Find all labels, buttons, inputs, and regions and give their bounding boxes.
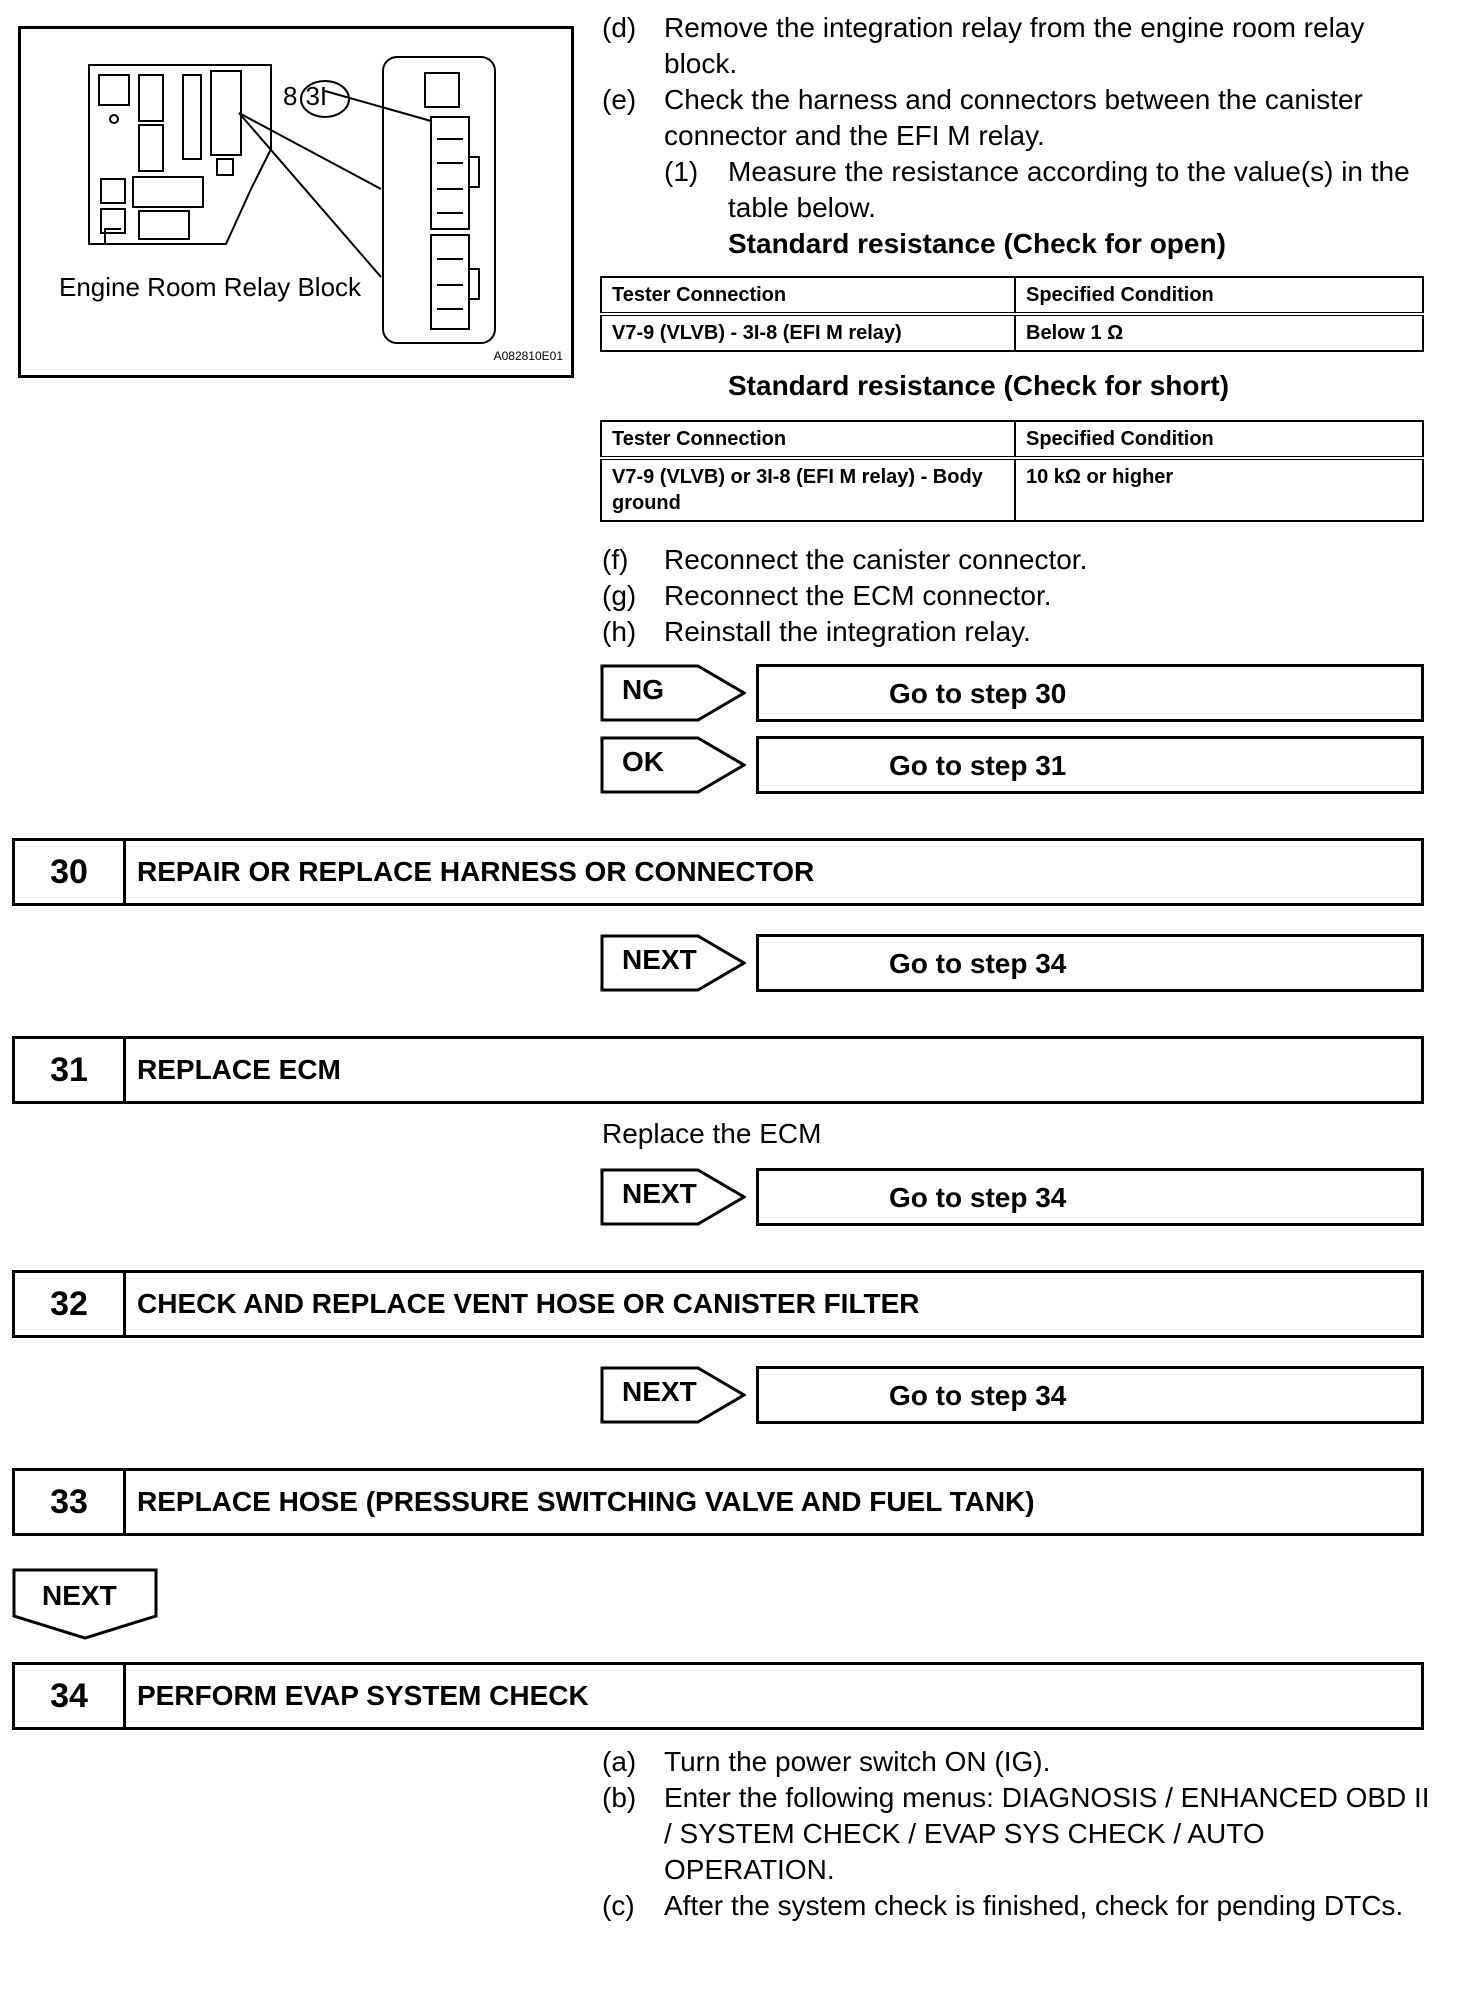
step-32-next-tag: NEXT: [600, 1366, 746, 1424]
table-header: Tester Connection: [601, 421, 1015, 458]
table-cell: 10 kΩ or higher: [1015, 458, 1423, 521]
step-33-next-tag[interactable]: NEXT: [12, 1568, 158, 1640]
step-30-next-tag: NEXT: [600, 934, 746, 992]
step-31-goto-box[interactable]: Go to step 34: [756, 1168, 1424, 1226]
open-check-table: [600, 276, 1424, 352]
steps-34: [602, 1744, 1432, 1924]
list-item: (a) Turn the power switch ON (IG).: [602, 1746, 1051, 1777]
table-cell: Below 1 Ω: [1015, 314, 1423, 351]
sub-list-item: (1) Measure the resistance according to the value(s) in the table below.: [664, 156, 1410, 223]
list-item: (b) Enter the following menus: DIAGNOSIS / ENHANCED OBD II / SYSTEM CHECK / EVAP SYS CHECK / AUTO OPERATION.: [602, 1782, 1430, 1885]
figure-label: Engine Room Relay Block: [59, 272, 362, 302]
step-number: 31: [15, 1039, 126, 1101]
callout-connector-id: 3I: [305, 81, 328, 111]
list-item: (d) Remove the integration relay from the engine room relay block.: [602, 12, 1365, 79]
steps-d-e: [602, 10, 1432, 262]
ng-tag: NG: [600, 664, 746, 722]
figure-code: A082810E01: [493, 349, 563, 363]
step-32-goto-box[interactable]: Go to step 34: [756, 1366, 1424, 1424]
step-32-header: [12, 1270, 1424, 1338]
relay-block-figure: [18, 26, 574, 378]
step-title: REPAIR OR REPLACE HARNESS OR CONNECTOR: [137, 856, 815, 887]
list-item: (e) Check the harness and connectors between the canister connector and the EFI M relay.: [602, 84, 1363, 151]
list-item: (h) Reinstall the integration relay.: [602, 616, 1031, 647]
list-item: (g) Reconnect the ECM connector.: [602, 580, 1052, 611]
ok-tag: OK: [600, 736, 746, 794]
short-table-title: Standard resistance (Check for short): [728, 370, 1230, 401]
step-31-text: Replace the ECM: [602, 1118, 822, 1149]
table-header: Specified Condition: [1015, 421, 1423, 458]
table-header: Tester Connection: [601, 277, 1015, 314]
ng-goto-box[interactable]: Go to step 30: [756, 664, 1424, 722]
step-number: 33: [15, 1471, 126, 1533]
open-table-title: Standard resistance (Check for open): [728, 228, 1226, 259]
step-number: 30: [15, 841, 126, 903]
step-31-header: [12, 1036, 1424, 1104]
step-title: CHECK AND REPLACE VENT HOSE OR CANISTER FILTER: [137, 1288, 920, 1319]
table-header: Specified Condition: [1015, 277, 1423, 314]
list-item: (c) After the system check is finished, check for pending DTCs.: [602, 1890, 1404, 1921]
step-31-next-tag: NEXT: [600, 1168, 746, 1226]
short-title-wrap: [602, 368, 1432, 404]
list-item: (f) Reconnect the canister connector.: [602, 544, 1088, 575]
step-number: 32: [15, 1273, 126, 1335]
step-30-goto-box[interactable]: Go to step 34: [756, 934, 1424, 992]
step-30-header: [12, 838, 1424, 906]
step-title: REPLACE ECM: [137, 1054, 341, 1085]
step-34-header: [12, 1662, 1424, 1730]
table-cell: V7-9 (VLVB) - 3I-8 (EFI M relay): [601, 314, 1015, 351]
step-33-header: [12, 1468, 1424, 1536]
steps-f-h: [602, 542, 1432, 650]
step-title: REPLACE HOSE (PRESSURE SWITCHING VALVE AND FUEL TANK): [137, 1486, 1035, 1517]
callout-pin-number: 8 3I: [283, 81, 328, 111]
short-check-table: [600, 420, 1424, 522]
table-cell: V7-9 (VLVB) or 3I-8 (EFI M relay) - Body ground: [601, 458, 1015, 521]
step-number: 34: [15, 1665, 126, 1727]
step-title: PERFORM EVAP SYSTEM CHECK: [137, 1680, 589, 1711]
ok-goto-box[interactable]: Go to step 31: [756, 736, 1424, 794]
